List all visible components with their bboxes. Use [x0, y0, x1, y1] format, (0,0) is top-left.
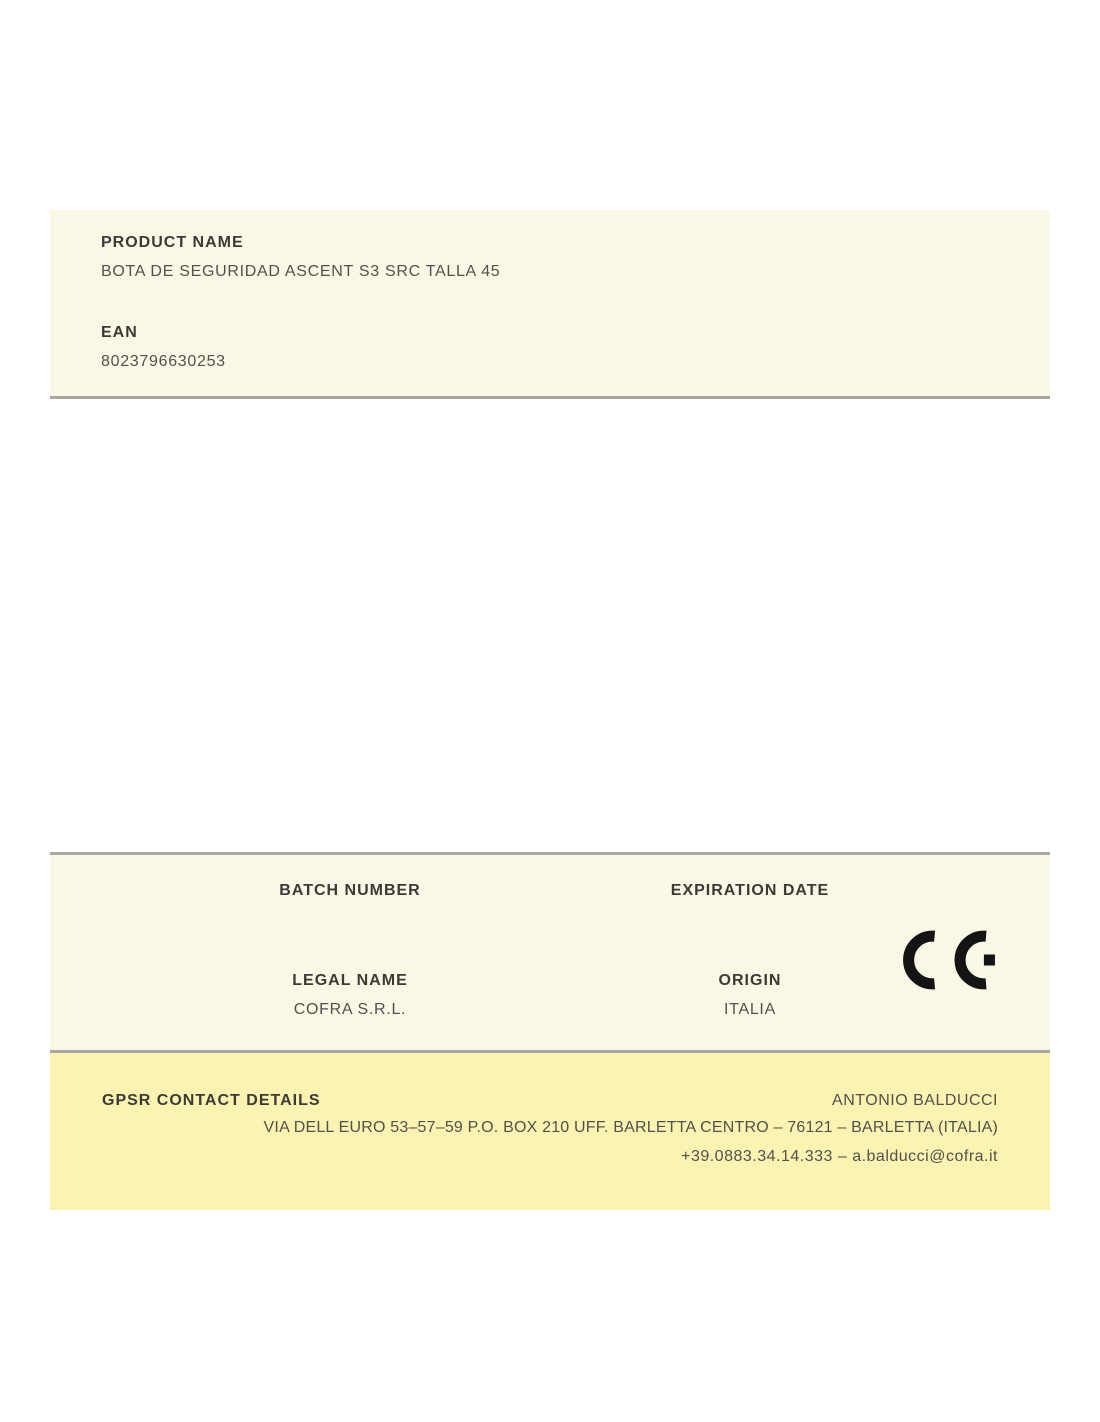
- batch-legal-section: [50, 852, 1050, 1053]
- ean-value: 8023796630253: [101, 353, 226, 370]
- ean-label: EAN: [101, 324, 138, 341]
- ce-mark-icon: [903, 926, 995, 994]
- batch-expiration-row: [50, 883, 1050, 899]
- origin-value: ITALIA: [724, 1001, 776, 1018]
- batch-number-label: BATCH NUMBER: [279, 882, 421, 899]
- legal-name-label: LEGAL NAME: [292, 972, 408, 989]
- gpsr-header-row: [102, 1093, 998, 1109]
- gpsr-contact-address: VIA DELL EURO 53–57–59 P.O. BOX 210 UFF. BARLETTA CENTRO – 76121 – BARLETTA (ITALIA): [263, 1119, 998, 1136]
- legal-name-value: COFRA S.R.L.: [293, 1001, 407, 1018]
- origin-block: [650, 973, 850, 1018]
- expiration-date-label: EXPIRATION DATE: [670, 882, 830, 899]
- product-name-label: PRODUCT NAME: [101, 234, 244, 251]
- legal-origin-row: [50, 973, 1050, 1018]
- gpsr-contact-section: [50, 1053, 1050, 1210]
- origin-label: ORIGIN: [718, 972, 782, 989]
- legal-name-block: [50, 973, 650, 1018]
- gpsr-contact-name: ANTONIO BALDUCCI: [832, 1092, 998, 1109]
- product-name-value: BOTA DE SEGURIDAD ASCENT S3 SRC TALLA 45: [101, 263, 501, 280]
- gpsr-contact-phone-email: +39.0883.34.14.333 – a.balducci@cofra.it: [681, 1148, 998, 1165]
- product-info-section: [50, 210, 1050, 399]
- gpsr-contact-details-title: GPSR CONTACT DETAILS: [102, 1092, 321, 1109]
